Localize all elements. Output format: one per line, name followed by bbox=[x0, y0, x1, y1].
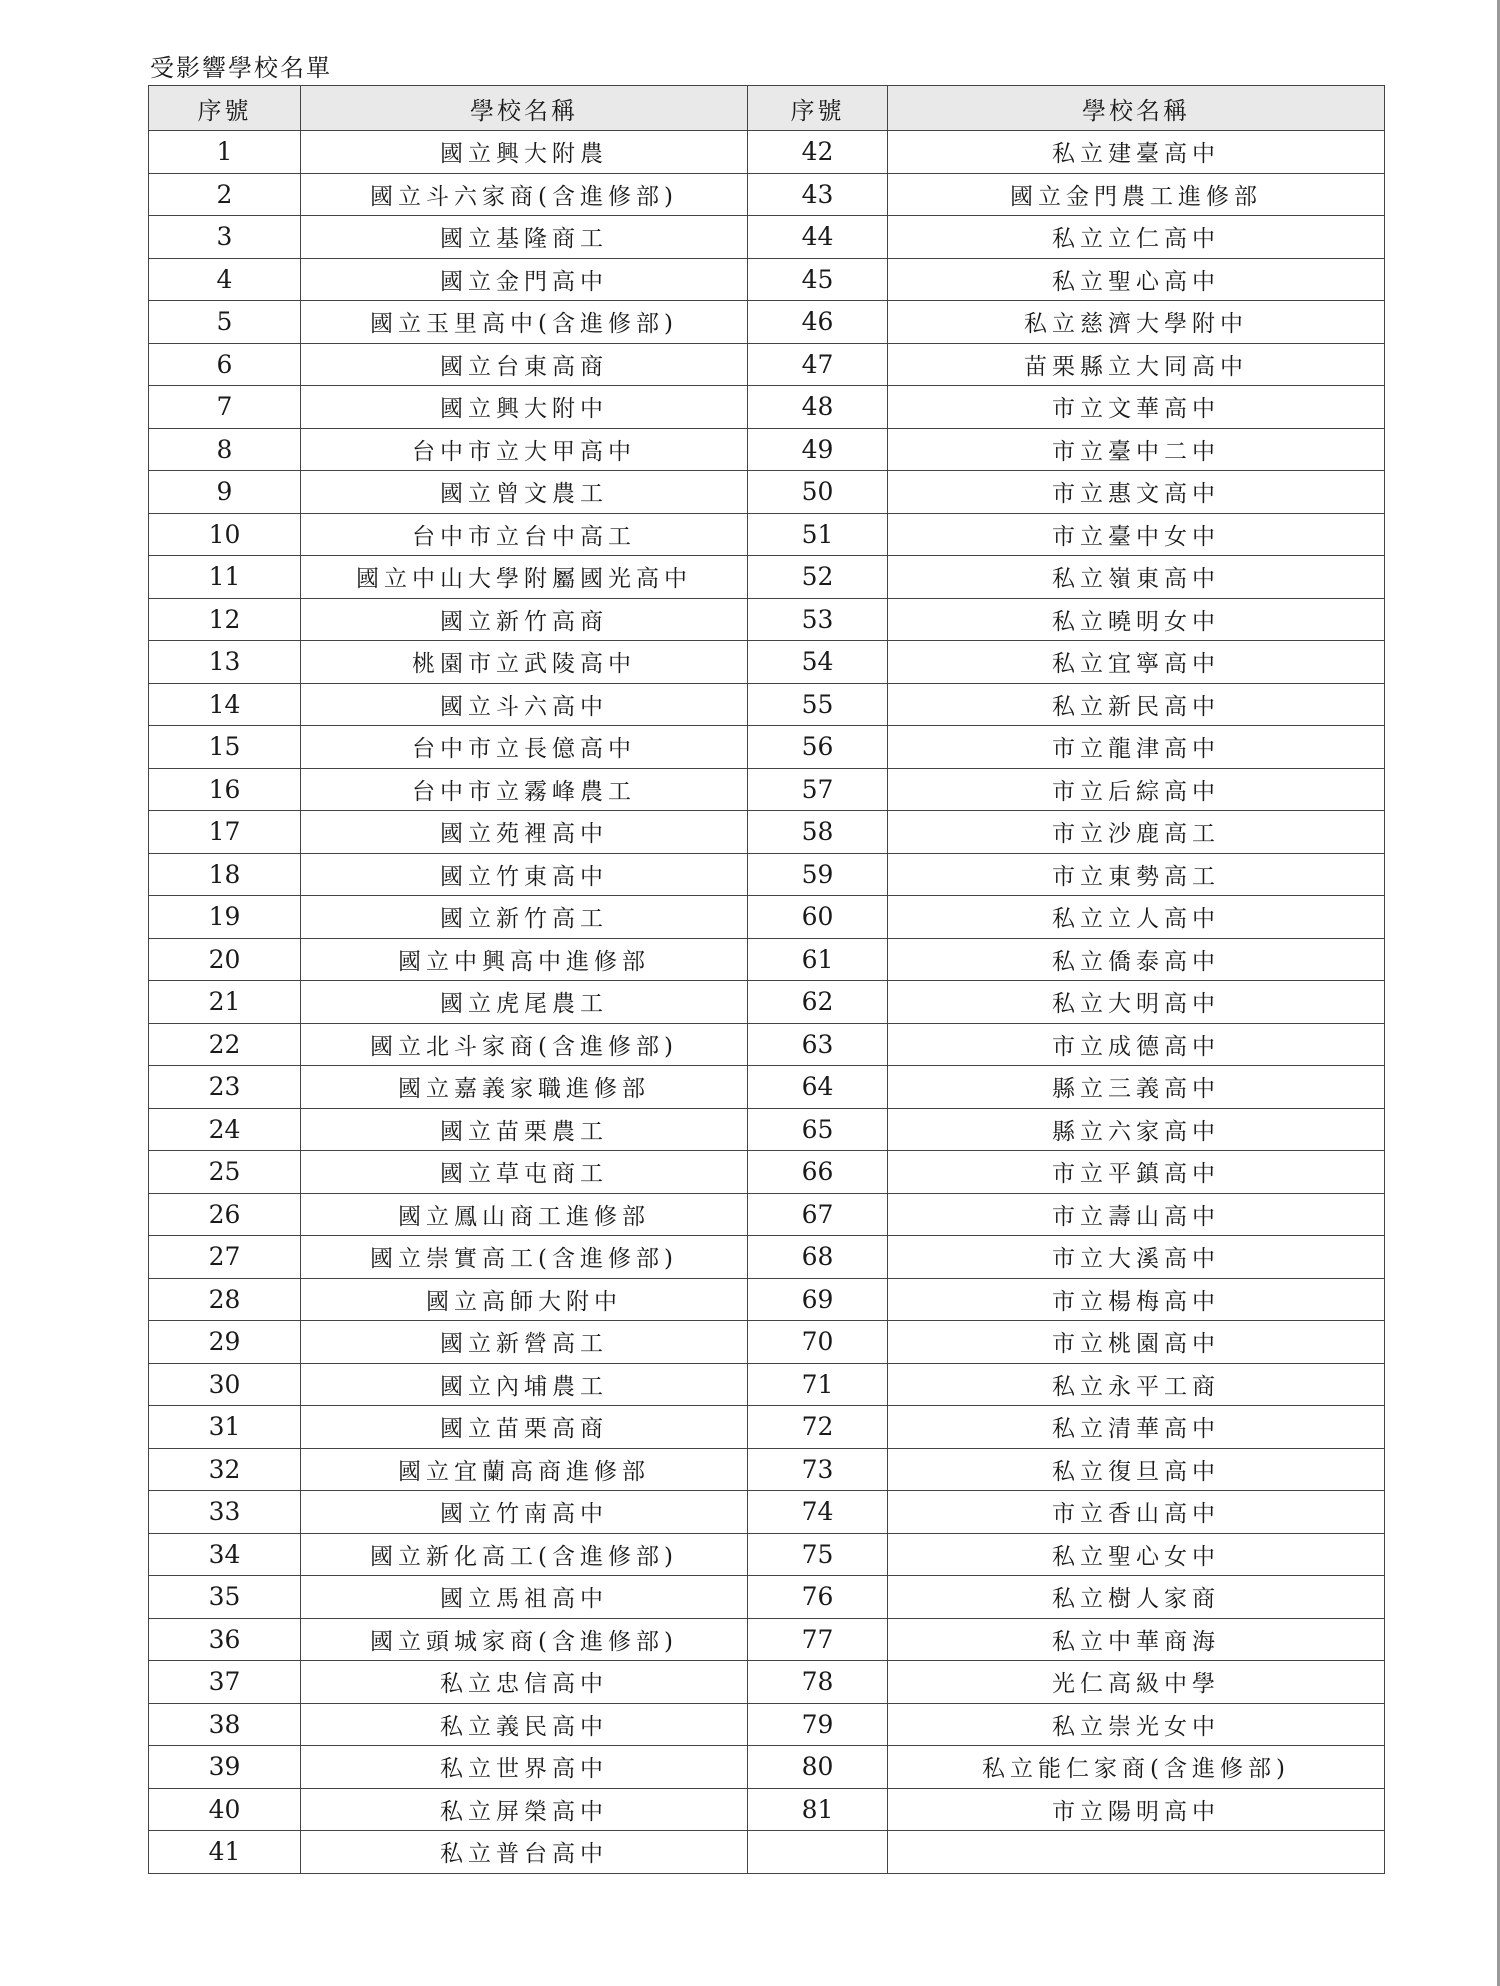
row-school-name-right: 私立立仁高中 bbox=[888, 216, 1385, 259]
row-school-name-right: 市立壽山高中 bbox=[888, 1193, 1385, 1236]
table-row bbox=[149, 641, 1385, 684]
table-row bbox=[149, 1788, 1385, 1831]
row-number-right: 61 bbox=[748, 938, 888, 981]
row-number-left: 35 bbox=[149, 1576, 301, 1619]
row-number-left: 7 bbox=[149, 386, 301, 429]
row-number-right: 79 bbox=[748, 1703, 888, 1746]
row-number-left: 5 bbox=[149, 301, 301, 344]
row-school-name-left: 國立新化高工(含進修部) bbox=[301, 1533, 748, 1576]
row-school-name-left: 私立義民高中 bbox=[301, 1703, 748, 1746]
row-school-name-left: 國立興大附農 bbox=[301, 131, 748, 174]
row-school-name-right: 市立東勢高工 bbox=[888, 853, 1385, 896]
table-row bbox=[149, 726, 1385, 769]
row-school-name-left: 私立世界高中 bbox=[301, 1746, 748, 1789]
row-number-right: 68 bbox=[748, 1236, 888, 1279]
table-row bbox=[149, 1831, 1385, 1874]
row-number-left: 36 bbox=[149, 1618, 301, 1661]
row-school-name-left: 國立苑裡高中 bbox=[301, 811, 748, 854]
table-row bbox=[149, 173, 1385, 216]
row-school-name-left: 國立內埔農工 bbox=[301, 1363, 748, 1406]
row-number-right: 67 bbox=[748, 1193, 888, 1236]
row-school-name-right: 市立陽明高中 bbox=[888, 1788, 1385, 1831]
table-row bbox=[149, 1066, 1385, 1109]
header-school-name-left: 學校名稱 bbox=[301, 86, 748, 131]
table-row bbox=[149, 1108, 1385, 1151]
row-number-left: 21 bbox=[149, 981, 301, 1024]
row-school-name-left: 國立玉里高中(含進修部) bbox=[301, 301, 748, 344]
table-row bbox=[149, 343, 1385, 386]
row-school-name-right: 市立成德高中 bbox=[888, 1023, 1385, 1066]
row-number-right: 47 bbox=[748, 343, 888, 386]
row-number-right: 50 bbox=[748, 471, 888, 514]
row-school-name-left: 台中市立長億高中 bbox=[301, 726, 748, 769]
row-school-name-left: 國立苗栗農工 bbox=[301, 1108, 748, 1151]
row-school-name-left: 私立普台高中 bbox=[301, 1831, 748, 1874]
row-school-name-right: 私立新民高中 bbox=[888, 683, 1385, 726]
row-school-name-left: 台中市立台中高工 bbox=[301, 513, 748, 556]
row-school-name-left: 國立馬祖高中 bbox=[301, 1576, 748, 1619]
row-school-name-left: 國立金門高中 bbox=[301, 258, 748, 301]
row-school-name-left: 國立嘉義家職進修部 bbox=[301, 1066, 748, 1109]
row-number-left: 9 bbox=[149, 471, 301, 514]
row-school-name-left: 國立北斗家商(含進修部) bbox=[301, 1023, 748, 1066]
document-title: 受影響學校名單 bbox=[150, 54, 332, 82]
row-number-left: 39 bbox=[149, 1746, 301, 1789]
row-number-left: 24 bbox=[149, 1108, 301, 1151]
row-school-name-right: 市立沙鹿高工 bbox=[888, 811, 1385, 854]
table-row bbox=[149, 1448, 1385, 1491]
school-list-table bbox=[148, 85, 1385, 1874]
row-school-name-left: 私立屏榮高中 bbox=[301, 1788, 748, 1831]
table-row bbox=[149, 1406, 1385, 1449]
table-row bbox=[149, 513, 1385, 556]
row-school-name-right: 國立金門農工進修部 bbox=[888, 173, 1385, 216]
row-number-right: 43 bbox=[748, 173, 888, 216]
row-number-left: 2 bbox=[149, 173, 301, 216]
row-number-right: 60 bbox=[748, 896, 888, 939]
table-row bbox=[149, 258, 1385, 301]
row-school-name-right: 私立樹人家商 bbox=[888, 1576, 1385, 1619]
row-school-name-right: 市立文華高中 bbox=[888, 386, 1385, 429]
row-school-name-left: 私立忠信高中 bbox=[301, 1661, 748, 1704]
table-row bbox=[149, 811, 1385, 854]
row-school-name-left: 國立興大附中 bbox=[301, 386, 748, 429]
row-school-name-right: 私立立人高中 bbox=[888, 896, 1385, 939]
row-school-name-right: 私立崇光女中 bbox=[888, 1703, 1385, 1746]
row-number-left: 41 bbox=[149, 1831, 301, 1874]
row-number-right: 46 bbox=[748, 301, 888, 344]
table-row bbox=[149, 1576, 1385, 1619]
row-school-name-left: 國立虎尾農工 bbox=[301, 981, 748, 1024]
row-number-right: 51 bbox=[748, 513, 888, 556]
row-number-right: 54 bbox=[748, 641, 888, 684]
row-number-right: 64 bbox=[748, 1066, 888, 1109]
row-school-name-left: 國立崇實高工(含進修部) bbox=[301, 1236, 748, 1279]
row-school-name-left: 國立頭城家商(含進修部) bbox=[301, 1618, 748, 1661]
table-row bbox=[149, 1023, 1385, 1066]
row-number-right: 65 bbox=[748, 1108, 888, 1151]
table-row bbox=[149, 1618, 1385, 1661]
row-number-left: 26 bbox=[149, 1193, 301, 1236]
row-school-name-left: 國立中山大學附屬國光高中 bbox=[301, 556, 748, 599]
row-school-name-right: 私立聖心高中 bbox=[888, 258, 1385, 301]
row-number-right bbox=[748, 1831, 888, 1874]
row-number-left: 18 bbox=[149, 853, 301, 896]
row-number-left: 31 bbox=[149, 1406, 301, 1449]
row-school-name-left: 國立宜蘭高商進修部 bbox=[301, 1448, 748, 1491]
row-school-name-right: 市立龍津高中 bbox=[888, 726, 1385, 769]
row-number-right: 59 bbox=[748, 853, 888, 896]
row-school-name-left: 國立苗栗高商 bbox=[301, 1406, 748, 1449]
row-number-left: 6 bbox=[149, 343, 301, 386]
row-school-name-left: 國立新營高工 bbox=[301, 1321, 748, 1364]
row-school-name-right: 苗栗縣立大同高中 bbox=[888, 343, 1385, 386]
row-number-right: 62 bbox=[748, 981, 888, 1024]
row-number-right: 57 bbox=[748, 768, 888, 811]
table-row bbox=[149, 598, 1385, 641]
row-school-name-right: 私立嶺東高中 bbox=[888, 556, 1385, 599]
row-number-right: 69 bbox=[748, 1278, 888, 1321]
row-school-name-right: 市立香山高中 bbox=[888, 1491, 1385, 1534]
table-row bbox=[149, 1193, 1385, 1236]
row-school-name-left: 國立草屯商工 bbox=[301, 1151, 748, 1194]
row-number-left: 3 bbox=[149, 216, 301, 259]
row-school-name-right: 私立永平工商 bbox=[888, 1363, 1385, 1406]
table-row bbox=[149, 216, 1385, 259]
table-row bbox=[149, 1151, 1385, 1194]
table-row bbox=[149, 1703, 1385, 1746]
row-school-name-right: 縣立六家高中 bbox=[888, 1108, 1385, 1151]
row-school-name-left: 台中市立大甲高中 bbox=[301, 428, 748, 471]
row-number-right: 71 bbox=[748, 1363, 888, 1406]
table-row bbox=[149, 1321, 1385, 1364]
row-school-name-left: 國立曾文農工 bbox=[301, 471, 748, 514]
row-number-left: 12 bbox=[149, 598, 301, 641]
row-school-name-right: 私立慈濟大學附中 bbox=[888, 301, 1385, 344]
row-school-name-right: 私立建臺高中 bbox=[888, 131, 1385, 174]
row-school-name-left: 國立竹東高中 bbox=[301, 853, 748, 896]
header-number-left: 序號 bbox=[149, 86, 301, 131]
table-row bbox=[149, 386, 1385, 429]
row-number-right: 78 bbox=[748, 1661, 888, 1704]
row-number-left: 38 bbox=[149, 1703, 301, 1746]
row-number-right: 53 bbox=[748, 598, 888, 641]
row-school-name-left: 國立中興高中進修部 bbox=[301, 938, 748, 981]
row-number-right: 81 bbox=[748, 1788, 888, 1831]
row-number-left: 1 bbox=[149, 131, 301, 174]
row-number-left: 27 bbox=[149, 1236, 301, 1279]
row-school-name-left: 國立新竹高商 bbox=[301, 598, 748, 641]
row-school-name-right: 私立宜寧高中 bbox=[888, 641, 1385, 684]
row-number-left: 34 bbox=[149, 1533, 301, 1576]
row-school-name-left: 桃園市立武陵高中 bbox=[301, 641, 748, 684]
table-row bbox=[149, 1278, 1385, 1321]
row-number-right: 77 bbox=[748, 1618, 888, 1661]
row-number-left: 13 bbox=[149, 641, 301, 684]
row-number-left: 25 bbox=[149, 1151, 301, 1194]
table-row bbox=[149, 301, 1385, 344]
row-number-right: 52 bbox=[748, 556, 888, 599]
row-number-left: 22 bbox=[149, 1023, 301, 1066]
row-number-right: 72 bbox=[748, 1406, 888, 1449]
row-school-name-left: 國立斗六高中 bbox=[301, 683, 748, 726]
row-number-left: 40 bbox=[149, 1788, 301, 1831]
row-number-right: 66 bbox=[748, 1151, 888, 1194]
row-number-left: 20 bbox=[149, 938, 301, 981]
row-school-name-right: 私立中華商海 bbox=[888, 1618, 1385, 1661]
row-school-name-right: 私立聖心女中 bbox=[888, 1533, 1385, 1576]
row-number-right: 74 bbox=[748, 1491, 888, 1534]
row-number-right: 63 bbox=[748, 1023, 888, 1066]
row-number-left: 16 bbox=[149, 768, 301, 811]
table-row bbox=[149, 471, 1385, 514]
row-school-name-left: 國立台東高商 bbox=[301, 343, 748, 386]
table-row bbox=[149, 131, 1385, 174]
row-number-right: 48 bbox=[748, 386, 888, 429]
table-row bbox=[149, 896, 1385, 939]
row-number-left: 32 bbox=[149, 1448, 301, 1491]
table-row bbox=[149, 428, 1385, 471]
row-number-left: 28 bbox=[149, 1278, 301, 1321]
row-number-left: 17 bbox=[149, 811, 301, 854]
row-number-left: 33 bbox=[149, 1491, 301, 1534]
row-school-name-right: 私立復旦高中 bbox=[888, 1448, 1385, 1491]
row-number-right: 73 bbox=[748, 1448, 888, 1491]
row-number-right: 45 bbox=[748, 258, 888, 301]
table-row bbox=[149, 768, 1385, 811]
row-number-left: 4 bbox=[149, 258, 301, 301]
table-row bbox=[149, 683, 1385, 726]
row-school-name-right: 市立大溪高中 bbox=[888, 1236, 1385, 1279]
table-row bbox=[149, 853, 1385, 896]
row-school-name-right: 市立桃園高中 bbox=[888, 1321, 1385, 1364]
row-school-name-right: 私立僑泰高中 bbox=[888, 938, 1385, 981]
row-number-right: 56 bbox=[748, 726, 888, 769]
row-school-name-left: 國立斗六家商(含進修部) bbox=[301, 173, 748, 216]
row-school-name-left: 台中市立霧峰農工 bbox=[301, 768, 748, 811]
row-school-name-right: 市立臺中女中 bbox=[888, 513, 1385, 556]
row-school-name-right: 市立后綜高中 bbox=[888, 768, 1385, 811]
row-school-name-left: 國立基隆商工 bbox=[301, 216, 748, 259]
row-school-name-right: 私立大明高中 bbox=[888, 981, 1385, 1024]
row-school-name-right: 縣立三義高中 bbox=[888, 1066, 1385, 1109]
table-row bbox=[149, 981, 1385, 1024]
row-number-left: 37 bbox=[149, 1661, 301, 1704]
row-number-right: 49 bbox=[748, 428, 888, 471]
row-number-left: 11 bbox=[149, 556, 301, 599]
row-school-name-right: 市立平鎮高中 bbox=[888, 1151, 1385, 1194]
header-school-name-right: 學校名稱 bbox=[888, 86, 1385, 131]
row-number-right: 75 bbox=[748, 1533, 888, 1576]
table-row bbox=[149, 938, 1385, 981]
row-number-left: 23 bbox=[149, 1066, 301, 1109]
row-school-name-left: 國立鳳山商工進修部 bbox=[301, 1193, 748, 1236]
row-number-right: 42 bbox=[748, 131, 888, 174]
row-school-name-right: 私立清華高中 bbox=[888, 1406, 1385, 1449]
row-number-right: 70 bbox=[748, 1321, 888, 1364]
row-number-right: 55 bbox=[748, 683, 888, 726]
table-header-row bbox=[149, 86, 1385, 131]
row-number-right: 58 bbox=[748, 811, 888, 854]
row-school-name-left: 國立新竹高工 bbox=[301, 896, 748, 939]
header-number-right: 序號 bbox=[748, 86, 888, 131]
row-number-left: 14 bbox=[149, 683, 301, 726]
row-school-name-right: 市立楊梅高中 bbox=[888, 1278, 1385, 1321]
row-number-left: 19 bbox=[149, 896, 301, 939]
row-number-right: 76 bbox=[748, 1576, 888, 1619]
row-number-left: 8 bbox=[149, 428, 301, 471]
row-number-left: 15 bbox=[149, 726, 301, 769]
table-row bbox=[149, 1236, 1385, 1279]
table-row bbox=[149, 1363, 1385, 1406]
row-school-name-left: 國立高師大附中 bbox=[301, 1278, 748, 1321]
table-row bbox=[149, 1661, 1385, 1704]
row-number-left: 10 bbox=[149, 513, 301, 556]
row-number-left: 30 bbox=[149, 1363, 301, 1406]
row-school-name-right: 光仁高級中學 bbox=[888, 1661, 1385, 1704]
row-number-left: 29 bbox=[149, 1321, 301, 1364]
table-row bbox=[149, 1746, 1385, 1789]
table-row bbox=[149, 1533, 1385, 1576]
row-school-name-right: 私立能仁家商(含進修部) bbox=[888, 1746, 1385, 1789]
table-row bbox=[149, 556, 1385, 599]
table-row bbox=[149, 1491, 1385, 1534]
row-school-name-left: 國立竹南高中 bbox=[301, 1491, 748, 1534]
row-school-name-right: 市立臺中二中 bbox=[888, 428, 1385, 471]
row-number-right: 44 bbox=[748, 216, 888, 259]
row-school-name-right bbox=[888, 1831, 1385, 1874]
row-number-right: 80 bbox=[748, 1746, 888, 1789]
row-school-name-right: 私立曉明女中 bbox=[888, 598, 1385, 641]
row-school-name-right: 市立惠文高中 bbox=[888, 471, 1385, 514]
